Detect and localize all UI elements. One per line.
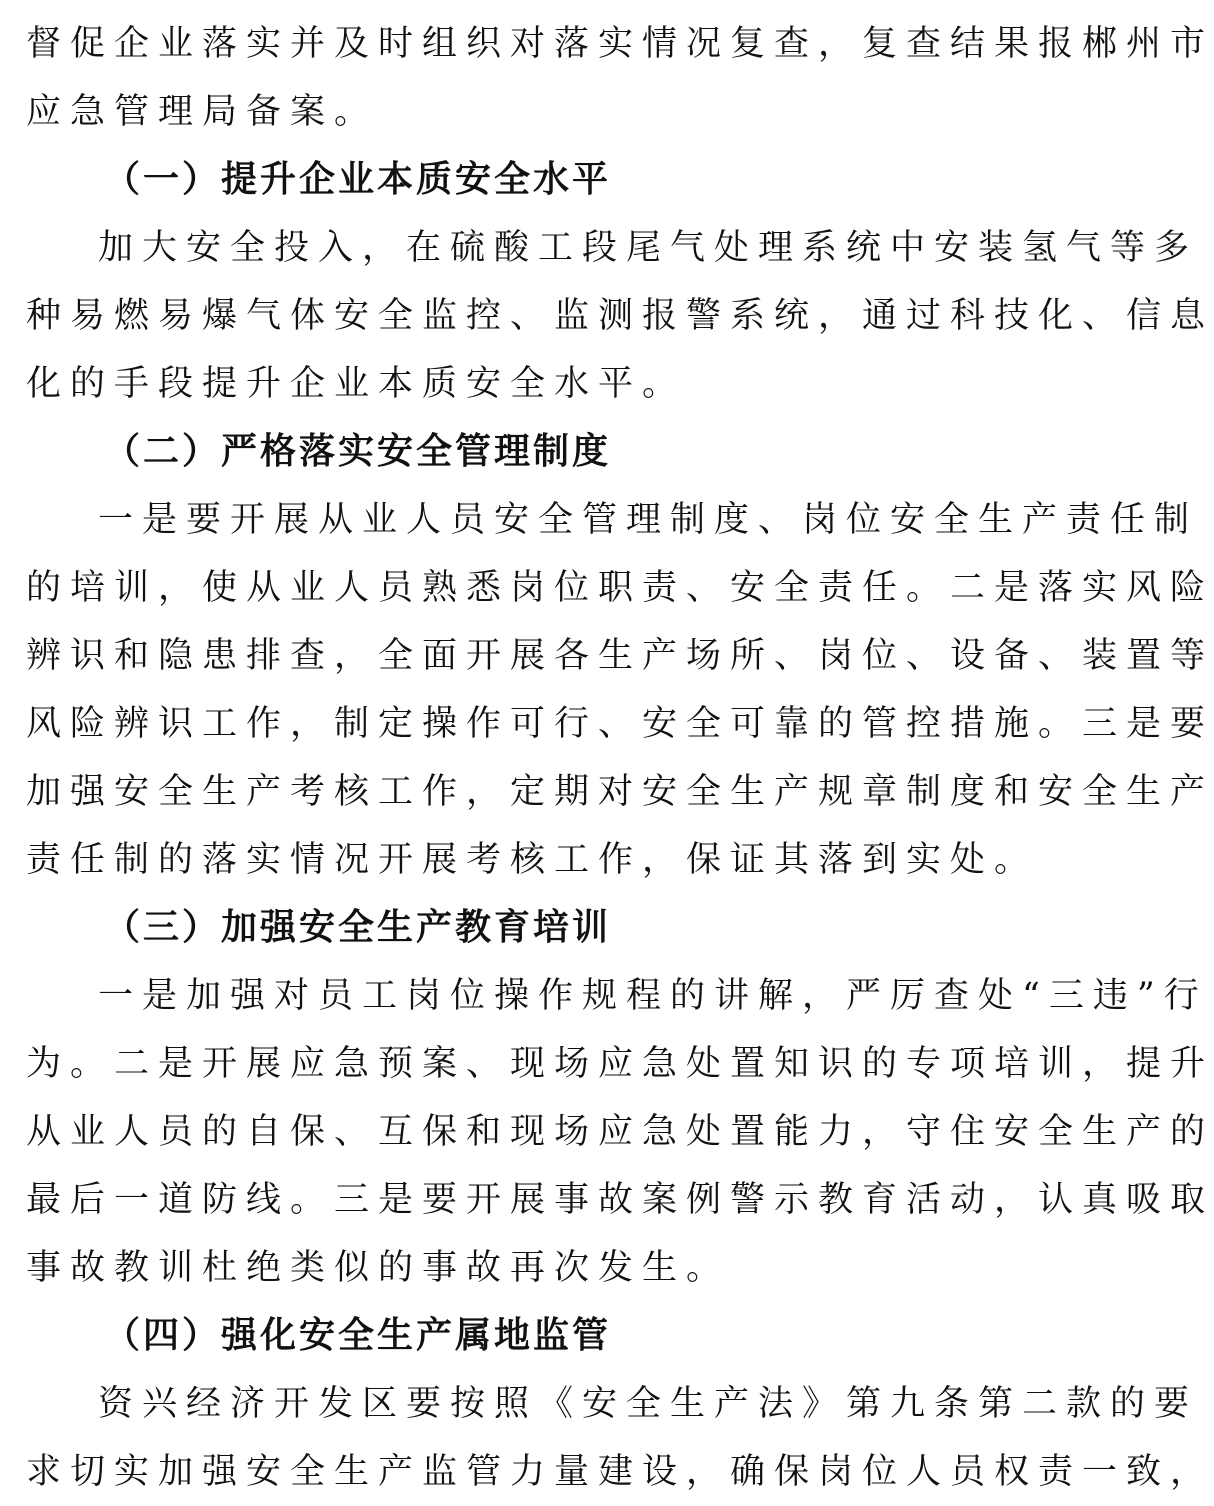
text-line: 应急管理局备案。 [26,92,379,132]
text-line: 辨识和隐患排查，全面开展各生产场所、岗位、设备、装置等 [26,636,1214,676]
text-line: 加强安全生产考核工作，定期对安全生产规章制度和安全生产 [26,772,1214,812]
text-line: 事故教训杜绝类似的事故再次发生。 [26,1248,731,1288]
text-line: 督促企业落实并及时组织对落实情况复查，复查结果报郴州市 [26,24,1214,64]
section-heading-3: （三）加强安全生产教育培训 [104,907,612,948]
paragraph-start: 一是要开展从业人员安全管理制度、岗位安全生产责任制 [98,500,1199,540]
section-heading-1: （一）提升企业本质安全水平 [104,159,612,200]
text-line: 最后一道防线。三是要开展事故案例警示教育活动，认真吸取 [26,1180,1214,1220]
text-line: 为。二是开展应急预案、现场应急处置知识的专项培训，提升 [26,1044,1214,1084]
text-line: 种易燃易爆气体安全监控、监测报警系统，通过科技化、信息 [26,296,1214,336]
paragraph-start: 一是加强对员工岗位操作规程的讲解，严厉查处“三违”行 [98,976,1208,1016]
text-line: 化的手段提升企业本质安全水平。 [26,364,687,404]
section-heading-2: （二）严格落实安全管理制度 [104,431,612,472]
section-heading-4: （四）强化安全生产属地监管 [104,1315,612,1356]
text-line: 从业人员的自保、互保和现场应急处置能力，守住安全生产的 [26,1112,1214,1152]
text-line: 的培训，使从业人员熟悉岗位职责、安全责任。二是落实风险 [26,568,1214,608]
text-line: 风险辨识工作，制定操作可行、安全可靠的管控措施。三是要 [26,704,1214,744]
paragraph-start: 资兴经济开发区要按照《安全生产法》第九条第二款的要 [98,1384,1199,1424]
text-line: 求切实加强安全生产监管力量建设，确保岗位人员权责一致， [26,1452,1214,1492]
paragraph-start: 加大安全投入，在硫酸工段尾气处理系统中安装氢气等多 [98,228,1199,268]
text-line: 责任制的落实情况开展考核工作，保证其落到实处。 [26,840,1039,880]
